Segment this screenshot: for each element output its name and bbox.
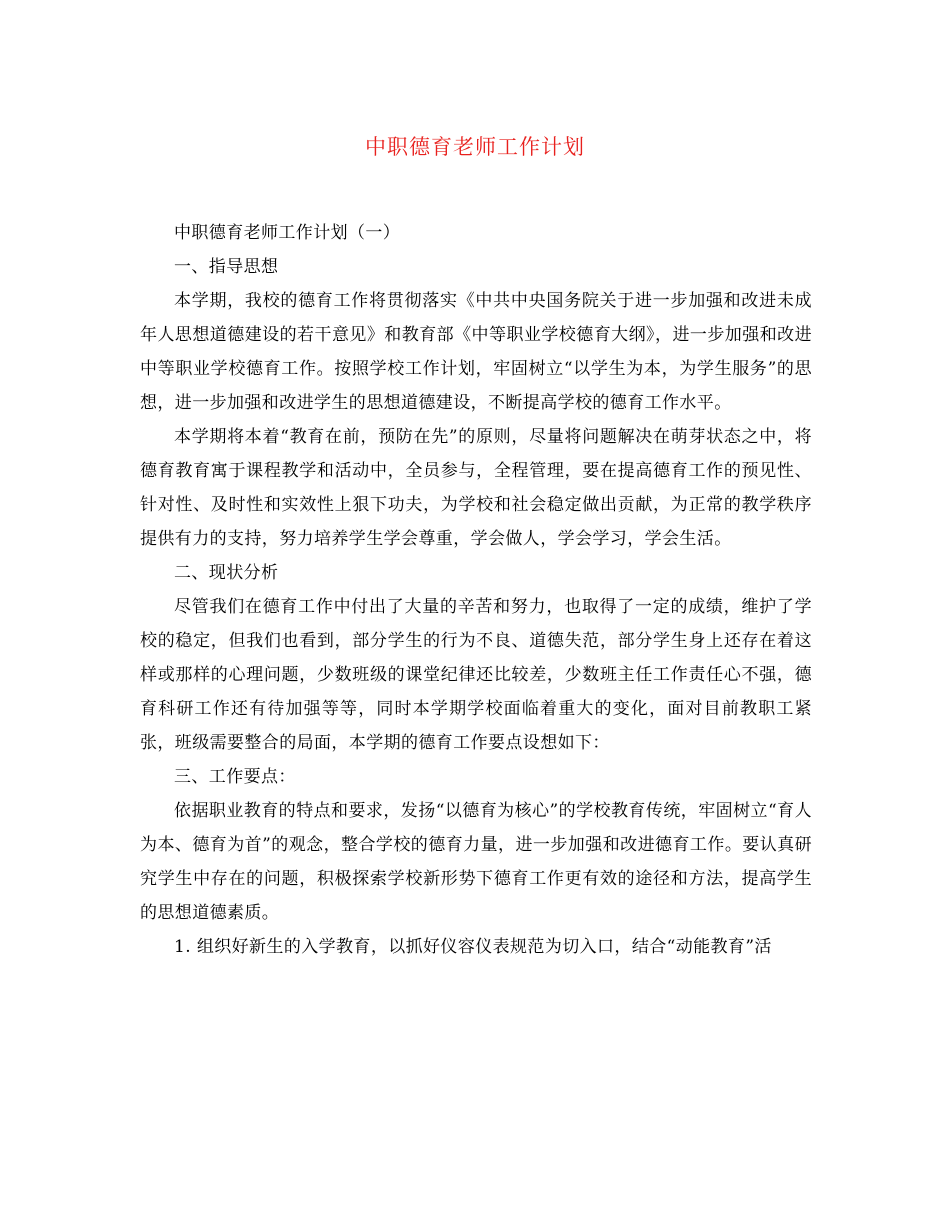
list-item: 1. 组织好新生的入学教育，以抓好仪容仪表规范为切入口，结合“动能教育”活: [174, 937, 772, 957]
body-paragraph: 尽管我们在德育工作中付出了大量的辛苦和努力，也取得了一定的成绩，维护了学校的稳定，但我们也看到，部分学生的行为不良、道德失范，部分学生身上还存在着这样或那样的心理问题，少数班级的课堂纪律还比较差，少数班主任工作责任心不强，德育科研工作还有待加强等等，同时本学期学校面临着重大的变化，面对目前教职工紧张，班级需要整合的局面，本学期的德育工作要点设想如下：: [140, 597, 812, 753]
section-heading: 一、指导思想: [174, 257, 279, 277]
body-paragraph: 本学期，我校的德育工作将贯彻落实《中共中央国务院关于进一步加强和改进未成年人思想道德建设的若干意见》和教育部《中等职业学校德育大纲》，进一步加强和改进中等职业学校德育工作。按照学校工作计划，牢固树立“以学生为本，为学生服务”的思想，进一步加强和改进学生的思想道德建设，不断提高学校的德育工作水平。: [140, 291, 812, 413]
body-paragraph: 本学期将本着“教育在前，预防在先”的原则，尽量将问题解决在萌芽状态之中，将德育教育寓于课程教学和活动中，全员参与，全程管理，要在提高德育工作的预见性、针对性、及时性和实效性上狠下功夫，为学校和社会稳定做出贡献，为正常的教学秩序提供有力的支持，努力培养学生学会尊重，学会做人，学会学习，学会生活。: [140, 427, 812, 549]
section-heading: 三、工作要点：: [174, 767, 296, 787]
document-title: 中职德育老师工作计划: [365, 135, 585, 159]
body-paragraph: 依据职业教育的特点和要求，发扬“以德育为核心”的学校教育传统，牢固树立“育人为本、德育为首”的观念，整合学校的德育力量，进一步加强和改进德育工作。要认真研究学生中存在的问题，积极探索学校新形势下德育工作更有效的途径和方法，提高学生的思想道德素质。: [140, 801, 812, 923]
document-body: [140, 216, 812, 964]
section-heading: 二、现状分析: [174, 563, 279, 583]
section-heading: 中职德育老师工作计划（一）: [174, 223, 401, 243]
